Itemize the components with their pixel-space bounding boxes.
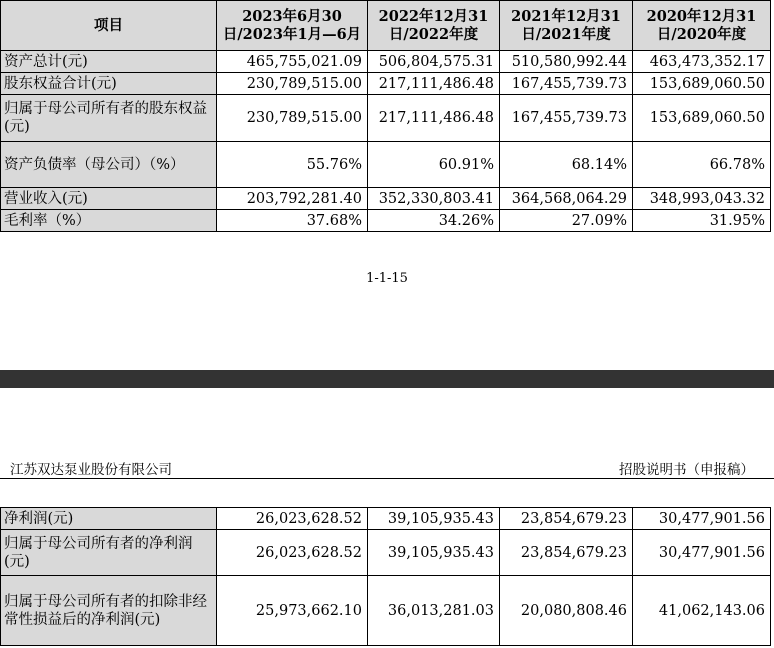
cell-value: 39,105,935.43 [368,508,500,530]
cell-value: 25,973,662.10 [217,576,368,646]
row-label: 归属于母公司所有者的净利润(元) [1,530,217,576]
cell-value: 217,111,486.48 [368,73,500,95]
row-label: 资产总计(元) [1,51,217,73]
page-number: 1-1-15 [366,271,408,286]
company-name: 江苏双达泵业股份有限公司 [10,462,172,478]
cell-value: 23,854,679.23 [500,530,633,576]
table-row [1,508,771,530]
row-label: 净利润(元) [1,508,217,530]
header-2023h1: 2023年6月30日/2023年1月—6月 [217,1,368,51]
cell-value: 20,080,808.46 [500,576,633,646]
cell-value: 41,062,143.06 [633,576,771,646]
cell-value: 348,993,043.32 [633,188,771,210]
cell-value: 30,477,901.56 [633,508,771,530]
cell-value: 34.26% [368,210,500,232]
cell-value: 60.91% [368,142,500,188]
cell-value: 31.95% [633,210,771,232]
cell-value: 465,755,021.09 [217,51,368,73]
cell-value: 26,023,628.52 [217,508,368,530]
cell-value: 153,689,060.50 [633,73,771,95]
cell-value: 230,789,515.00 [217,73,368,95]
cell-value: 66.78% [633,142,771,188]
cell-value: 153,689,060.50 [633,95,771,142]
table-row [1,51,771,73]
cell-value: 37.68% [217,210,368,232]
header-2022: 2022年12月31日/2022年度 [368,1,500,51]
table-row [1,210,771,232]
cell-value: 55.76% [217,142,368,188]
cell-value: 26,023,628.52 [217,530,368,576]
table-row [1,530,771,576]
cell-value: 36,013,281.03 [368,576,500,646]
row-label: 营业收入(元) [1,188,217,210]
header-2020: 2020年12月31日/2020年度 [633,1,771,51]
table-header-row [1,1,771,51]
cell-value: 68.14% [500,142,633,188]
row-label: 归属于母公司所有者的扣除非经常性损益后的净利润(元) [1,576,217,646]
header-item: 项目 [1,1,217,51]
cell-value: 167,455,739.73 [500,73,633,95]
table-row [1,95,771,142]
cell-value: 352,330,803.41 [368,188,500,210]
row-label: 股东权益合计(元) [1,73,217,95]
cell-value: 506,804,575.31 [368,51,500,73]
cell-value: 217,111,486.48 [368,95,500,142]
page-separator [0,370,774,388]
cell-value: 27.09% [500,210,633,232]
row-label: 毛利率（%） [1,210,217,232]
cell-value: 30,477,901.56 [633,530,771,576]
cell-value: 230,789,515.00 [217,95,368,142]
cell-value: 463,473,352.17 [633,51,771,73]
financial-summary-table-top [0,0,771,232]
cell-value: 39,105,935.43 [368,530,500,576]
header-2021: 2021年12月31日/2021年度 [500,1,633,51]
cell-value: 364,568,064.29 [500,188,633,210]
table-row [1,73,771,95]
table-row [1,576,771,646]
table-row [1,142,771,188]
row-label: 资产负债率（母公司）（%） [1,142,217,188]
running-header [0,454,774,479]
document-title: 招股说明书（申报稿） [619,462,754,478]
financial-summary-table-bottom [0,507,771,646]
cell-value: 203,792,281.40 [217,188,368,210]
cell-value: 167,455,739.73 [500,95,633,142]
cell-value: 510,580,992.44 [500,51,633,73]
cell-value: 23,854,679.23 [500,508,633,530]
table-row [1,188,771,210]
row-label: 归属于母公司所有者的股东权益(元) [1,95,217,142]
